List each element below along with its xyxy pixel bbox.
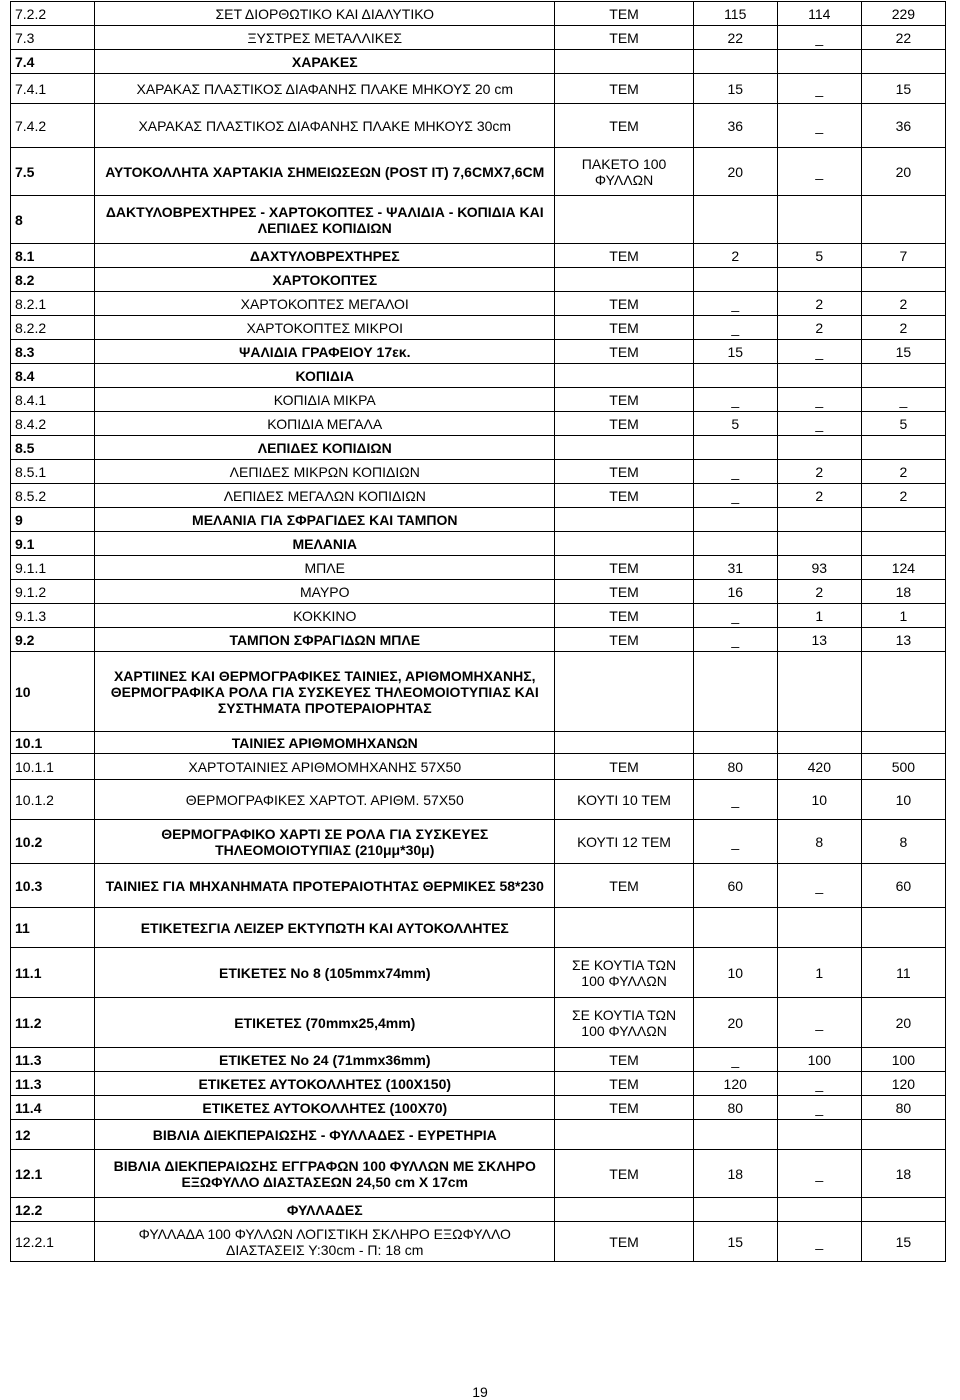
qty-column-2: [777, 1120, 861, 1150]
table-row: [11, 74, 946, 104]
qty-total: 500: [861, 754, 945, 780]
table-row: [11, 998, 946, 1048]
item-unit: ΤΕΜ: [555, 412, 693, 436]
table-row: [11, 532, 946, 556]
table-row: [11, 388, 946, 412]
qty-column-2: 100: [777, 1048, 861, 1072]
qty-total: [861, 732, 945, 754]
item-unit: ΤΕΜ: [555, 316, 693, 340]
item-description: ΧΑΡΤΟΚΟΠΤΕΣ ΜΙΚΡΟΙ: [95, 316, 555, 340]
qty-column-2: [777, 196, 861, 244]
qty-column-2: _: [777, 412, 861, 436]
item-description: ΦΥΛΛΑΔΕΣ: [95, 1198, 555, 1222]
qty-total: 7: [861, 244, 945, 268]
item-code: 10.1.1: [11, 754, 95, 780]
table-row: [11, 50, 946, 74]
qty-column-2: [777, 908, 861, 948]
qty-total: 80: [861, 1096, 945, 1120]
item-unit: ΤΕΜ: [555, 2, 693, 26]
table-row: [11, 26, 946, 50]
qty-column-1: 80: [693, 754, 777, 780]
qty-column-1: [693, 652, 777, 732]
qty-total: 20: [861, 148, 945, 196]
qty-column-2: _: [777, 340, 861, 364]
qty-column-1: 15: [693, 340, 777, 364]
item-code: 12: [11, 1120, 95, 1150]
table-row: [11, 1072, 946, 1096]
table-row: [11, 580, 946, 604]
item-description: ΕΤΙΚΕΤΕΣ ΑΥΤΟΚΟΛΛΗΤΕΣ (100Χ150): [95, 1072, 555, 1096]
item-code: 8.4.2: [11, 412, 95, 436]
item-unit: [555, 508, 693, 532]
qty-column-1: _: [693, 388, 777, 412]
qty-column-1: 80: [693, 1096, 777, 1120]
item-unit: ΤΕΜ: [555, 26, 693, 50]
item-description: ΚΟΚΚΙΝΟ: [95, 604, 555, 628]
item-description: ΨΑΛΙΔΙΑ ΓΡΑΦΕΙΟΥ 17εκ.: [95, 340, 555, 364]
qty-total: 13: [861, 628, 945, 652]
item-code: 10: [11, 652, 95, 732]
item-description: ΜΑΥΡΟ: [95, 580, 555, 604]
item-description: ΑΥΤΟΚΟΛΛΗΤΑ ΧΑΡΤΑΚΙΑ ΣΗΜΕΙΩΣΕΩΝ (POST IT) 7,6CMX7,6CM: [95, 148, 555, 196]
qty-total: 5: [861, 412, 945, 436]
qty-column-2: _: [777, 74, 861, 104]
qty-total: 36: [861, 104, 945, 148]
qty-total: 124: [861, 556, 945, 580]
qty-column-2: 2: [777, 292, 861, 316]
item-description: ΤΑΜΠΟΝ ΣΦΡΑΓΙΔΩΝ ΜΠΛΕ: [95, 628, 555, 652]
item-description: ΕΤΙΚΕΤΕΣ ΑΥΤΟΚΟΛΛΗΤΕΣ (100Χ70): [95, 1096, 555, 1120]
qty-total: [861, 364, 945, 388]
item-code: 7.4.2: [11, 104, 95, 148]
qty-column-1: _: [693, 1048, 777, 1072]
item-unit: [555, 1120, 693, 1150]
item-code: 10.2: [11, 820, 95, 864]
table-row: [11, 1096, 946, 1120]
qty-total: [861, 268, 945, 292]
qty-column-1: [693, 1120, 777, 1150]
item-code: 8.5.2: [11, 484, 95, 508]
item-description: ΒΙΒΛΙΑ ΔΙΕΚΠΕΡΑΙΩΣΗΣ ΕΓΓΡΑΦΩΝ 100 ΦΥΛΛΩΝ ΜΕ ΣΚΛΗΡΟ ΕΞΩΦΥΛΛΟ ΔΙΑΣΤΑΣΕΩΝ 24,50 cm Χ 17cm: [95, 1150, 555, 1198]
qty-column-1: [693, 196, 777, 244]
item-description: ΜΠΛΕ: [95, 556, 555, 580]
item-description: ΛΕΠΙΔΕΣ ΚΟΠΙΔΙΩΝ: [95, 436, 555, 460]
item-code: 8.1: [11, 244, 95, 268]
table-row: [11, 820, 946, 864]
item-unit: ΤΕΜ: [555, 104, 693, 148]
item-unit: ΤΕΜ: [555, 580, 693, 604]
item-code: 7.2.2: [11, 2, 95, 26]
item-unit: ΤΕΜ: [555, 1048, 693, 1072]
table-row: [11, 196, 946, 244]
table-row: [11, 292, 946, 316]
item-unit: ΤΕΜ: [555, 754, 693, 780]
qty-column-2: [777, 1198, 861, 1222]
table-row: [11, 484, 946, 508]
qty-column-2: _: [777, 148, 861, 196]
item-code: 8.5.1: [11, 460, 95, 484]
qty-total: [861, 532, 945, 556]
item-code: 8.2: [11, 268, 95, 292]
qty-column-1: [693, 508, 777, 532]
item-description: ΧΑΡΑΚΑΣ ΠΛΑΣΤΙΚΟΣ ΔΙΑΦΑΝΗΣ ΠΛΑΚΕ ΜΗΚΟΥΣ 30cm: [95, 104, 555, 148]
table-row: [11, 244, 946, 268]
item-description: ΤΑΙΝΙΕΣ ΑΡΙΘΜΟΜΗΧΑΝΩΝ: [95, 732, 555, 754]
item-description: ΚΟΠΙΔΙΑ: [95, 364, 555, 388]
qty-column-2: [777, 732, 861, 754]
table-row: [11, 754, 946, 780]
item-description: ΔΑΧΤΥΛΟΒΡΕΧΤΗΡΕΣ: [95, 244, 555, 268]
item-description: ΦΥΛΛΑΔΑ 100 ΦΥΛΛΩΝ ΛΟΓΙΣΤΙΚΗ ΣΚΛΗΡΟ ΕΞΩΦΥΛΛΟ ΔΙΑΣΤΑΣΕΙΣ Υ:30cm - Π: 18 cm: [95, 1222, 555, 1262]
qty-total: 18: [861, 580, 945, 604]
item-description: ΘΕΡΜΟΓΡΑΦΙΚΕΣ ΧΑΡΤΟΤ. ΑΡΙΘΜ. 57Χ50: [95, 780, 555, 820]
qty-column-1: 20: [693, 998, 777, 1048]
item-unit: ΚΟΥΤΙ 10 ΤΕΜ: [555, 780, 693, 820]
item-description: ΜΕΛΑΝΙΑ: [95, 532, 555, 556]
qty-column-1: _: [693, 292, 777, 316]
item-description: ΣΕΤ ΔΙΟΡΘΩΤΙΚΟ ΚΑΙ ΔΙΑΛΥΤΙΚΟ: [95, 2, 555, 26]
item-code: 8: [11, 196, 95, 244]
item-code: 11.3: [11, 1048, 95, 1072]
item-code: 12.2: [11, 1198, 95, 1222]
table-row: [11, 268, 946, 292]
item-unit: [555, 196, 693, 244]
item-unit: ΤΕΜ: [555, 1150, 693, 1198]
qty-column-2: 5: [777, 244, 861, 268]
item-code: 9.1.2: [11, 580, 95, 604]
table-row: [11, 908, 946, 948]
qty-column-1: _: [693, 484, 777, 508]
item-description: ΧΑΡΤΟΚΟΠΤΕΣ ΜΕΓΑΛΟΙ: [95, 292, 555, 316]
qty-column-2: 1: [777, 604, 861, 628]
item-unit: ΣΕ ΚΟΥΤΙΑ ΤΩΝ 100 ΦΥΛΛΩΝ: [555, 948, 693, 998]
table-row: [11, 104, 946, 148]
item-unit: [555, 1198, 693, 1222]
item-unit: ΤΕΜ: [555, 556, 693, 580]
item-description: ΕΤΙΚΕΤΕΣ Νο 8 (105mmx74mm): [95, 948, 555, 998]
item-code: 9.1.1: [11, 556, 95, 580]
qty-total: 11: [861, 948, 945, 998]
qty-column-2: 2: [777, 316, 861, 340]
table-row: [11, 460, 946, 484]
qty-column-2: 114: [777, 2, 861, 26]
table-row: [11, 604, 946, 628]
table-row: [11, 1120, 946, 1150]
qty-column-1: 18: [693, 1150, 777, 1198]
item-description: ΧΑΡΤΟΚΟΠΤΕΣ: [95, 268, 555, 292]
qty-total: [861, 508, 945, 532]
qty-total: 15: [861, 340, 945, 364]
qty-total: 15: [861, 1222, 945, 1262]
qty-total: [861, 436, 945, 460]
item-description: ΧΑΡΑΚΕΣ: [95, 50, 555, 74]
qty-column-1: 2: [693, 244, 777, 268]
item-code: 9.1.3: [11, 604, 95, 628]
item-unit: [555, 436, 693, 460]
table-row: [11, 1048, 946, 1072]
qty-column-1: [693, 268, 777, 292]
qty-total: [861, 50, 945, 74]
item-code: 11.4: [11, 1096, 95, 1120]
qty-column-2: _: [777, 1222, 861, 1262]
item-code: 7.4.1: [11, 74, 95, 104]
qty-column-2: 10: [777, 780, 861, 820]
qty-column-1: 120: [693, 1072, 777, 1096]
item-code: 8.2.1: [11, 292, 95, 316]
table-row: [11, 2, 946, 26]
qty-total: 100: [861, 1048, 945, 1072]
item-code: 12.2.1: [11, 1222, 95, 1262]
qty-column-2: 1: [777, 948, 861, 998]
item-unit: ΣΕ ΚΟΥΤΙΑ ΤΩΝ 100 ΦΥΛΛΩΝ: [555, 998, 693, 1048]
table-row: [11, 948, 946, 998]
qty-total: 2: [861, 484, 945, 508]
qty-column-1: _: [693, 628, 777, 652]
qty-column-1: [693, 732, 777, 754]
item-unit: ΚΟΥΤΙ 12 ΤΕΜ: [555, 820, 693, 864]
item-unit: [555, 50, 693, 74]
qty-column-2: _: [777, 998, 861, 1048]
item-unit: ΤΕΜ: [555, 292, 693, 316]
page-number: 19: [472, 1384, 488, 1400]
qty-column-2: _: [777, 26, 861, 50]
item-unit: ΤΕΜ: [555, 604, 693, 628]
item-code: 8.3: [11, 340, 95, 364]
item-unit: ΤΕΜ: [555, 340, 693, 364]
qty-column-2: [777, 532, 861, 556]
qty-column-1: [693, 532, 777, 556]
item-description: ΕΤΙΚΕΤΕΣ (70mmx25,4mm): [95, 998, 555, 1048]
table-row: [11, 1198, 946, 1222]
qty-column-1: 5: [693, 412, 777, 436]
item-code: 11.3: [11, 1072, 95, 1096]
qty-total: [861, 1120, 945, 1150]
item-description: ΕΤΙΚΕΤΕΣ Νο 24 (71mmx36mm): [95, 1048, 555, 1072]
qty-column-1: _: [693, 460, 777, 484]
item-unit: ΠΑΚΕΤΟ 100 ΦΥΛΛΩΝ: [555, 148, 693, 196]
qty-total: _: [861, 388, 945, 412]
qty-column-1: 16: [693, 580, 777, 604]
qty-column-2: [777, 268, 861, 292]
table-row: [11, 556, 946, 580]
qty-column-2: [777, 364, 861, 388]
item-unit: ΤΕΜ: [555, 1096, 693, 1120]
table-row: [11, 628, 946, 652]
qty-column-2: _: [777, 1150, 861, 1198]
qty-total: 15: [861, 74, 945, 104]
item-code: 10.1.2: [11, 780, 95, 820]
qty-column-2: [777, 508, 861, 532]
item-unit: ΤΕΜ: [555, 1222, 693, 1262]
qty-column-1: 15: [693, 74, 777, 104]
item-description: ΔΑΚΤΥΛΟΒΡΕΧΤΗΡΕΣ - ΧΑΡΤΟΚΟΠΤΕΣ - ΨΑΛΙΔΙΑ - ΚΟΠΙΔΙΑ ΚΑΙ ΛΕΠΙΔΕΣ ΚΟΠΙΔΙΩΝ: [95, 196, 555, 244]
qty-column-1: _: [693, 604, 777, 628]
qty-column-1: [693, 50, 777, 74]
item-description: ΞΥΣΤΡΕΣ ΜΕΤΑΛΛΙΚΕΣ: [95, 26, 555, 50]
qty-total: 2: [861, 316, 945, 340]
table-row: [11, 508, 946, 532]
item-unit: ΤΕΜ: [555, 628, 693, 652]
qty-column-2: 93: [777, 556, 861, 580]
item-description: ΧΑΡΑΚΑΣ ΠΛΑΣΤΙΚΟΣ ΔΙΑΦΑΝΗΣ ΠΛΑΚΕ ΜΗΚΟΥΣ 20 cm: [95, 74, 555, 104]
supplies-table: [10, 1, 946, 1262]
table-row: [11, 864, 946, 908]
table-row: [11, 340, 946, 364]
item-unit: ΤΕΜ: [555, 1072, 693, 1096]
item-description: ΚΟΠΙΔΙΑ ΜΕΓΑΛΑ: [95, 412, 555, 436]
item-code: 8.2.2: [11, 316, 95, 340]
table-row: [11, 436, 946, 460]
item-code: 9.2: [11, 628, 95, 652]
qty-column-2: _: [777, 1072, 861, 1096]
item-description: ΧΑΡΤΙΙΝΕΣ ΚΑΙ ΘΕΡΜΟΓΡΑΦΙΚΕΣ ΤΑΙΝΙΕΣ, ΑΡΙΘΜΟΜΗΧΑΝΗΣ, ΘΕΡΜΟΓΡΑΦΙΚΑ ΡΟΛΑ ΓΙΑ ΣΥΣΚΕΥΕΣ ΤΗΛΕΟΜΟΙΟΤΥΠΙΑΣ ΚΑΙ ΣΥΣΤΗΜΑΤΑ ΠΡΟΤΕΡΑΙΟΡΗΤΑΣ: [95, 652, 555, 732]
qty-column-1: 22: [693, 26, 777, 50]
qty-column-1: 115: [693, 2, 777, 26]
item-description: ΛΕΠΙΔΕΣ ΜΙΚΡΩΝ ΚΟΠΙΔΙΩΝ: [95, 460, 555, 484]
qty-column-2: [777, 652, 861, 732]
item-code: 9.1: [11, 532, 95, 556]
item-unit: [555, 532, 693, 556]
qty-column-1: 10: [693, 948, 777, 998]
qty-column-2: _: [777, 1096, 861, 1120]
qty-total: [861, 652, 945, 732]
qty-column-1: 20: [693, 148, 777, 196]
table-row: [11, 364, 946, 388]
table-row: [11, 652, 946, 732]
qty-column-2: [777, 436, 861, 460]
qty-total: [861, 1198, 945, 1222]
qty-column-1: 15: [693, 1222, 777, 1262]
item-unit: [555, 268, 693, 292]
table-row: [11, 148, 946, 196]
item-code: 10.1: [11, 732, 95, 754]
item-unit: ΤΕΜ: [555, 864, 693, 908]
item-unit: ΤΕΜ: [555, 244, 693, 268]
item-unit: [555, 732, 693, 754]
item-description: ΚΟΠΙΔΙΑ ΜΙΚΡΑ: [95, 388, 555, 412]
table-row: [11, 1150, 946, 1198]
table-row: [11, 316, 946, 340]
qty-column-2: _: [777, 864, 861, 908]
qty-column-1: _: [693, 780, 777, 820]
qty-column-1: 31: [693, 556, 777, 580]
qty-column-1: [693, 908, 777, 948]
qty-column-2: 2: [777, 460, 861, 484]
item-code: 12.1: [11, 1150, 95, 1198]
qty-total: 22: [861, 26, 945, 50]
qty-column-1: 60: [693, 864, 777, 908]
item-unit: [555, 908, 693, 948]
item-description: ΛΕΠΙΔΕΣ ΜΕΓΑΛΩΝ ΚΟΠΙΔΙΩΝ: [95, 484, 555, 508]
item-description: ΧΑΡΤΟΤΑΙΝΙΕΣ ΑΡΙΘΜΟΜΗΧΑΝΗΣ 57Χ50: [95, 754, 555, 780]
item-description: ΕΤΙΚΕΤΕΣΓΙΑ ΛΕΙΖΕΡ ΕΚΤΥΠΩΤΗ ΚΑΙ ΑΥΤΟΚΟΛΛΗΤΕΣ: [95, 908, 555, 948]
qty-total: 10: [861, 780, 945, 820]
item-code: 7.5: [11, 148, 95, 196]
item-code: 7.3: [11, 26, 95, 50]
table-row: [11, 1222, 946, 1262]
item-code: 11.2: [11, 998, 95, 1048]
qty-total: 2: [861, 460, 945, 484]
item-description: ΒΙΒΛΙΑ ΔΙΕΚΠΕΡΑΙΩΣΗΣ - ΦΥΛΛΑΔΕΣ - ΕΥΡΕΤΗΡΙΑ: [95, 1120, 555, 1150]
qty-column-1: [693, 364, 777, 388]
qty-column-1: _: [693, 820, 777, 864]
table-row: [11, 732, 946, 754]
item-unit: ΤΕΜ: [555, 484, 693, 508]
item-code: 11: [11, 908, 95, 948]
item-code: 8.4.1: [11, 388, 95, 412]
item-unit: ΤΕΜ: [555, 388, 693, 412]
item-description: ΘΕΡΜΟΓΡΑΦΙΚΟ ΧΑΡΤΙ ΣΕ ΡΟΛΑ ΓΙΑ ΣΥΣΚΕΥΕΣ ΤΗΛΕΟΜΟΙΟΤΥΠΙΑΣ (210μμ*30μ): [95, 820, 555, 864]
qty-total: 8: [861, 820, 945, 864]
qty-total: 20: [861, 998, 945, 1048]
qty-column-1: [693, 1198, 777, 1222]
item-unit: [555, 652, 693, 732]
item-code: 7.4: [11, 50, 95, 74]
item-code: 8.4: [11, 364, 95, 388]
qty-total: 60: [861, 864, 945, 908]
qty-column-2: 2: [777, 580, 861, 604]
item-description: ΜΕΛΑΝΙΑ ΓΙΑ ΣΦΡΑΓΙΔΕΣ ΚΑΙ ΤΑΜΠΟΝ: [95, 508, 555, 532]
item-code: 11.1: [11, 948, 95, 998]
qty-column-2: 13: [777, 628, 861, 652]
item-unit: ΤΕΜ: [555, 460, 693, 484]
qty-total: 120: [861, 1072, 945, 1096]
qty-column-2: 420: [777, 754, 861, 780]
item-code: 9: [11, 508, 95, 532]
qty-total: 1: [861, 604, 945, 628]
item-code: 8.5: [11, 436, 95, 460]
qty-column-2: _: [777, 388, 861, 412]
qty-total: [861, 908, 945, 948]
item-code: 10.3: [11, 864, 95, 908]
item-unit: ΤΕΜ: [555, 74, 693, 104]
item-unit: [555, 364, 693, 388]
qty-column-1: [693, 436, 777, 460]
qty-total: 18: [861, 1150, 945, 1198]
item-description: ΤΑΙΝΙΕΣ ΓΙΑ ΜΗΧΑΝΗΜΑΤΑ ΠΡΟΤΕΡΑΙΟΤΗΤΑΣ ΘΕΡΜΙΚΕΣ 58*230: [95, 864, 555, 908]
table-row: [11, 412, 946, 436]
qty-total: 229: [861, 2, 945, 26]
table-row: [11, 780, 946, 820]
qty-total: 2: [861, 292, 945, 316]
qty-column-2: _: [777, 104, 861, 148]
qty-column-2: 8: [777, 820, 861, 864]
qty-column-1: _: [693, 316, 777, 340]
qty-column-2: [777, 50, 861, 74]
qty-total: [861, 196, 945, 244]
qty-column-1: 36: [693, 104, 777, 148]
qty-column-2: 2: [777, 484, 861, 508]
